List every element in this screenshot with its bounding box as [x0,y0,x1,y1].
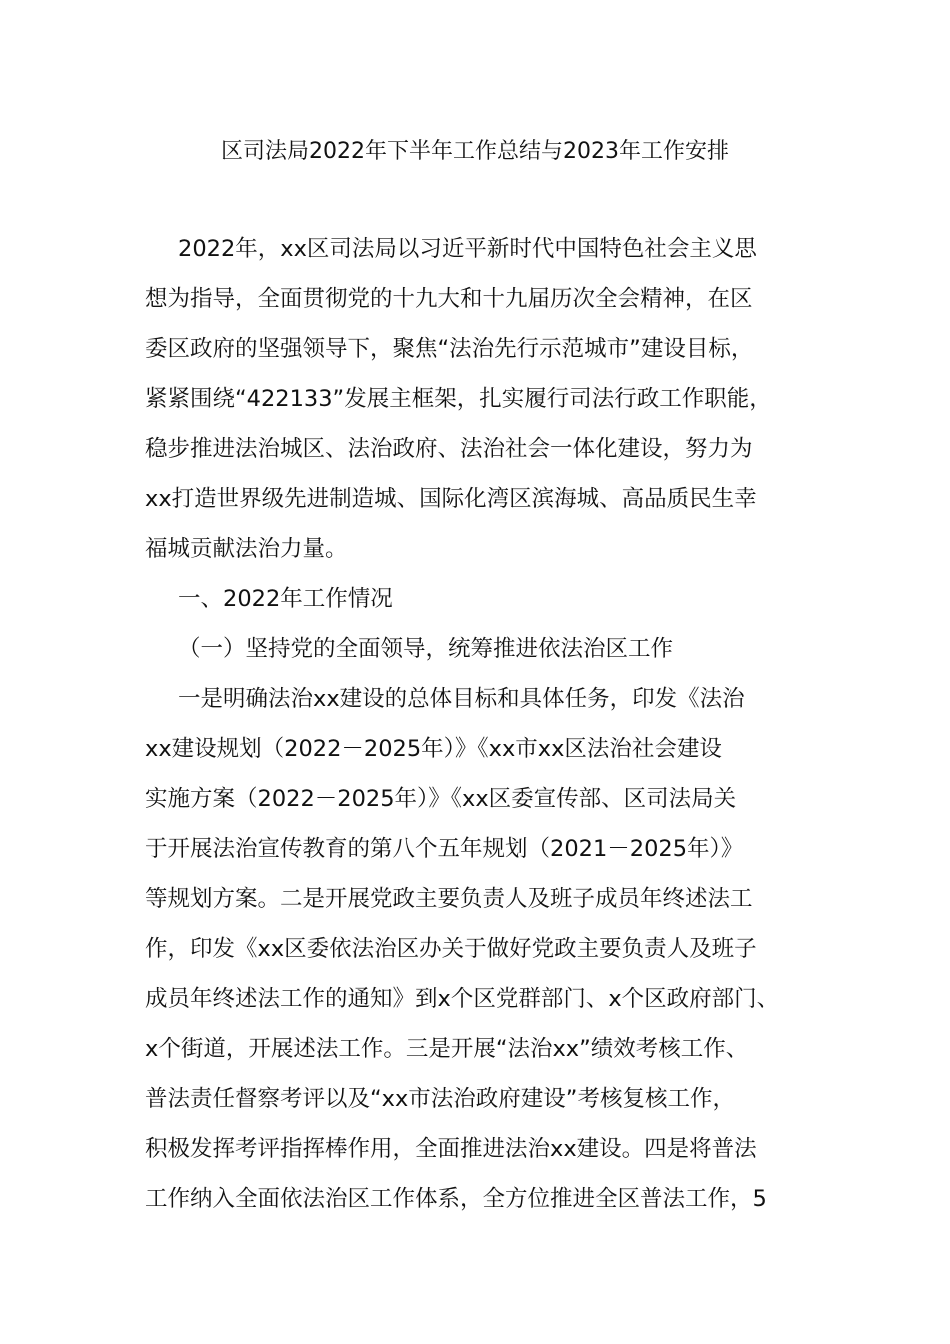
text-line: 成员年终述法工作的通知》到x个区党群部门、x个区政府部门、 [145,986,780,1012]
text-line: 稳步推进法治城区、法治政府、法治社会一体化建设，努力为 [145,436,753,462]
text-line: 福城贡献法治力量。 [145,536,348,562]
text-line: 实施方案（2022－2025年）》《xx区委宣传部、区司法局关 [145,786,737,812]
text-line: 紧紧围绕“422133”发展主框架，扎实履行司法行政工作职能， [145,386,772,412]
text-line: x个街道，开展述法工作。三是开展“法治xx”绩效考核工作、 [145,1036,749,1062]
document-body [145,224,815,1224]
text-line: 2022年，xx区司法局以习近平新时代中国特色社会主义思 [178,236,757,262]
text-line: 普法责任督察考评以及“xx市法治政府建设”考核复核工作， [145,1086,735,1112]
text-line: 一是明确法治xx建设的总体目标和具体任务，印发《法治 [178,686,745,712]
text-line: 积极发挥考评指挥棒作用，全面推进法治xx建设。四是将普法 [145,1136,757,1162]
text-line: 一、2022年工作情况 [178,586,393,612]
text-line: （一）坚持党的全面领导，统筹推进依法治区工作 [178,636,674,662]
text-line: 委区政府的坚强领导下，聚焦“法治先行示范城市”建设目标， [145,336,754,362]
text-line: 等规划方案。二是开展党政主要负责人及班子成员年终述法工 [145,886,753,912]
text-line: 作，印发《xx区委依法治区办关于做好党政主要负责人及班子 [145,936,757,962]
document-title: 区司法局2022年下半年工作总结与2023年工作安排 [221,139,729,164]
text-line: xx建设规划（2022－2025年）》《xx市xx区法治社会建设 [145,736,722,762]
text-line: xx打造世界级先进制造城、国际化湾区滨海城、高品质民生幸 [145,486,757,512]
text-line: 想为指导，全面贯彻党的十九大和十九届历次全会精神，在区 [145,286,753,312]
text-line: 于开展法治宣传教育的第八个五年规划（2021－2025年）》 [145,836,744,862]
text-line: 工作纳入全面依法治区工作体系，全方位推进全区普法工作，5 [145,1186,767,1212]
